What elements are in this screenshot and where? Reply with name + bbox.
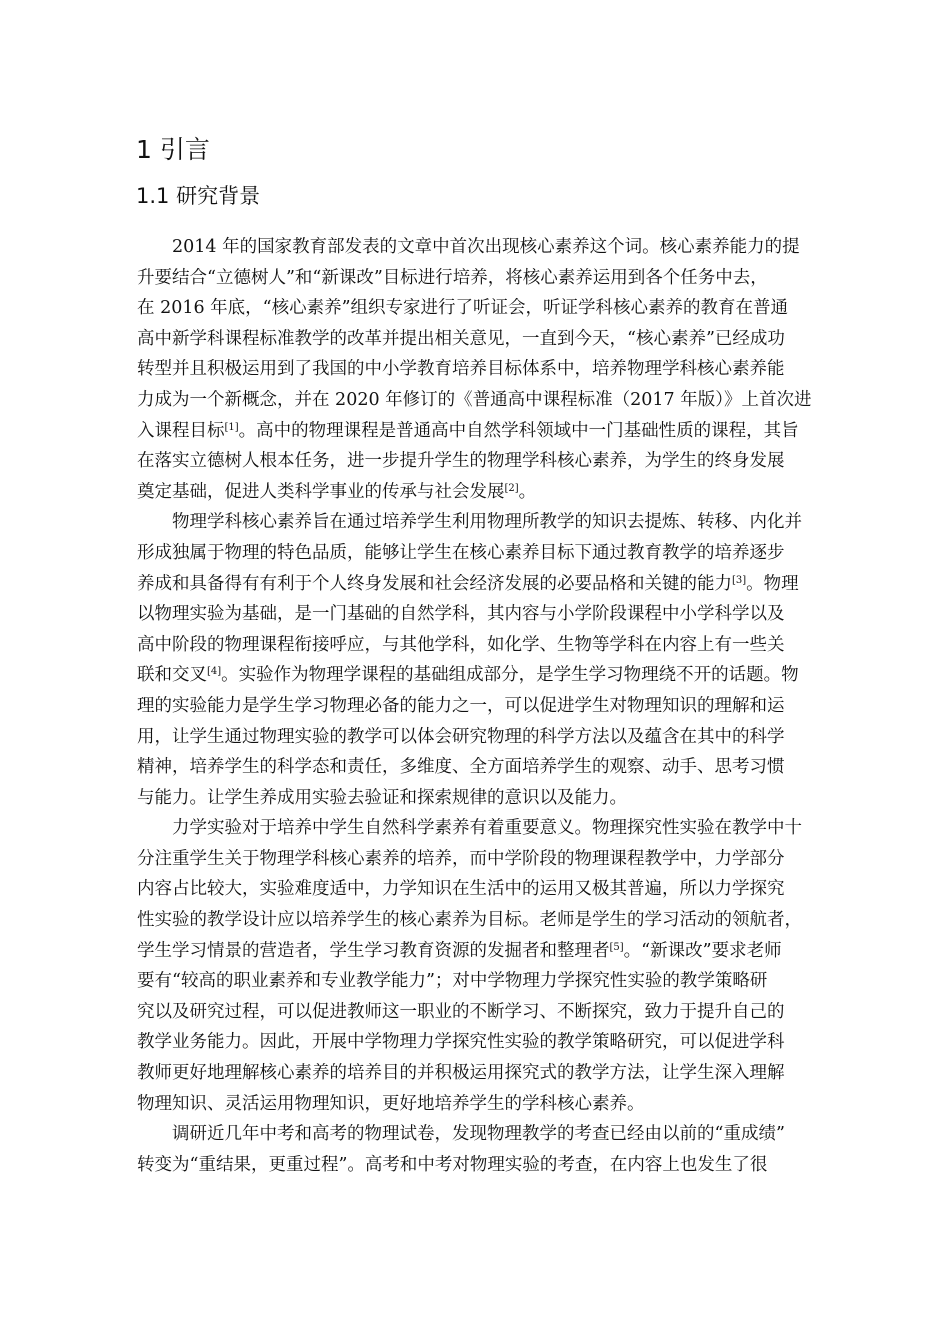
line-text: 要有“较高的职业素养和专业教学能力”；对中学物理力学探究性实验的教学策略研: [137, 971, 768, 992]
line-text: 高中新学科课程标准教学的改革并提出相关意见，一直到今天，“核心素养”已经成功: [137, 328, 785, 349]
citation-marker: [2]: [504, 482, 519, 494]
citation-marker: [5]: [609, 941, 624, 953]
line-text-after-citation: 。高中的物理课程是普通高中自然学科领域中一门基础性质的课程，其旨: [238, 420, 799, 441]
line-text: 教师更好地理解核心素养的培养目的并积极运用探究式的教学方法，让学生深入理解: [137, 1063, 785, 1084]
text-line: [137, 660, 813, 691]
line-text: 形成独属于物理的特色品质，能够让学生在核心素养目标下通过教育教学的培养逐步: [137, 542, 785, 563]
section-heading: 1.1 研究背景: [136, 184, 261, 208]
text-line: [137, 416, 813, 447]
citation-marker: [4]: [207, 666, 222, 678]
line-text: 理的实验能力是学生学习物理必备的能力之一，可以促进学生对物理知识的理解和运: [137, 695, 785, 716]
line-text-after-citation: 。: [518, 481, 537, 502]
text-line: [137, 691, 813, 722]
citation-marker: [1]: [224, 421, 239, 433]
text-line: [137, 997, 813, 1028]
line-text: 调研近几年中考和高考的物理试卷，发现物理教学的考查已经由以前的“重成绩”: [172, 1124, 785, 1145]
text-line: [137, 293, 813, 324]
line-text-after-citation: 。物理: [746, 573, 799, 594]
text-line: [137, 569, 813, 600]
line-text: 养成和具备得有有利于个人终身发展和社会经济发展的必要品格和关键的能力: [137, 573, 732, 594]
line-text: 升要结合“立德树人”和“新课改”目标进行培养，将核心素养运用到各个任务中去，: [137, 267, 768, 288]
text-line: [137, 1089, 813, 1120]
line-text: 用，让学生通过物理实验的教学可以体会研究物理的科学方法以及蕴含在其中的科学: [137, 726, 785, 747]
text-line: [137, 813, 813, 844]
text-line: [137, 538, 813, 569]
text-line: [137, 936, 813, 967]
text-line: [137, 1058, 813, 1089]
line-text: 精神，培养学生的科学态和责任，多维度、全方面培养学生的观察、动手、思考习惯: [137, 757, 785, 778]
line-text: 物理学科核心素养旨在通过培养学生利用物理所教学的知识去提炼、转移、内化并: [172, 512, 802, 533]
line-text: 在落实立德树人根本任务，进一步提升学生的物理学科核心素养，为学生的终身发展: [137, 451, 785, 472]
text-line: [137, 874, 813, 905]
line-text: 学生学习情景的营造者，学生学习教育资源的发掘者和整理者: [137, 940, 610, 961]
text-line: [137, 630, 813, 661]
line-text: 教学业务能力。因此，开展中学物理力学探究性实验的教学策略研究，可以促进学科: [137, 1032, 785, 1053]
text-line: [137, 324, 813, 355]
text-line: [137, 263, 813, 294]
text-line: [137, 385, 813, 416]
text-line: [137, 1150, 813, 1181]
text-line: [137, 905, 813, 936]
line-text: 2014 年的国家教育部发表的文章中首次出现核心素养这个词。核心素养能力的提: [172, 237, 800, 257]
line-text: 与能力。让学生养成用实验去验证和探索规律的意识以及能力。: [137, 787, 627, 808]
line-text: 联和交叉: [137, 665, 207, 686]
text-line: [137, 752, 813, 783]
line-text: 分注重学生关于物理学科核心素养的培养，而中学阶段的物理课程教学中，力学部分: [137, 848, 785, 869]
line-text-after-citation: 。“新课改”要求老师: [623, 940, 782, 961]
line-text: 入课程目标: [137, 420, 225, 441]
line-text: 转变为“重结果，更重过程”。高考和中考对物理实验的考查，在内容上也发生了很: [137, 1154, 768, 1175]
line-text: 高中阶段的物理课程衔接呼应，与其他学科，如化学、生物等学科在内容上有一些关: [137, 634, 785, 655]
text-line: [137, 722, 813, 753]
line-text: 转型并且积极运用到了我国的中小学教育培养目标体系中，培养物理学科核心素养能: [137, 359, 785, 380]
text-line: [137, 966, 813, 997]
line-text-after-citation: 。实验作为物理学课程的基础组成部分，是学生学习物理绕不开的话题。物: [221, 665, 799, 686]
line-text: 究以及研究过程，可以促进教师这一职业的不断学习、不断探究，致力于提升自己的: [137, 1001, 785, 1022]
citation-marker: [3]: [732, 574, 747, 586]
text-line: [137, 783, 813, 814]
body-text: [137, 232, 813, 1180]
text-line: [137, 446, 813, 477]
text-line: [137, 507, 813, 538]
text-line: [137, 354, 813, 385]
line-text: 性实验的教学设计应以培养学生的核心素养为目标。老师是学生的学习活动的领航者，: [137, 910, 802, 931]
line-text: 力成为一个新概念，并在 2020 年修订的《普通高中课程标准（2017 年版）》上首次进: [137, 389, 812, 410]
line-text: 在 2016 年底，“核心素养”组织专家进行了听证会，听证学科核心素养的教育在普通: [137, 298, 789, 319]
text-line: [137, 844, 813, 875]
text-line: [137, 232, 813, 263]
text-line: [137, 599, 813, 630]
line-text: 力学实验对于培养中学生自然科学素养有着重要意义。物理探究性实验在教学中十: [172, 818, 802, 839]
chapter-heading: 1 引言: [136, 135, 210, 164]
text-line: [137, 1119, 813, 1150]
line-text: 内容占比较大，实验难度适中，力学知识在生活中的运用又极其普遍，所以力学探究: [137, 879, 785, 900]
line-text: 物理知识、灵活运用物理知识，更好地培养学生的学科核心素养。: [137, 1093, 645, 1114]
line-text: 奠定基础，促进人类科学事业的传承与社会发展: [137, 481, 505, 502]
line-text: 以物理实验为基础，是一门基础的自然学科，其内容与小学阶段课程中小学科学以及: [137, 604, 785, 625]
text-line: [137, 477, 813, 508]
text-line: [137, 1027, 813, 1058]
